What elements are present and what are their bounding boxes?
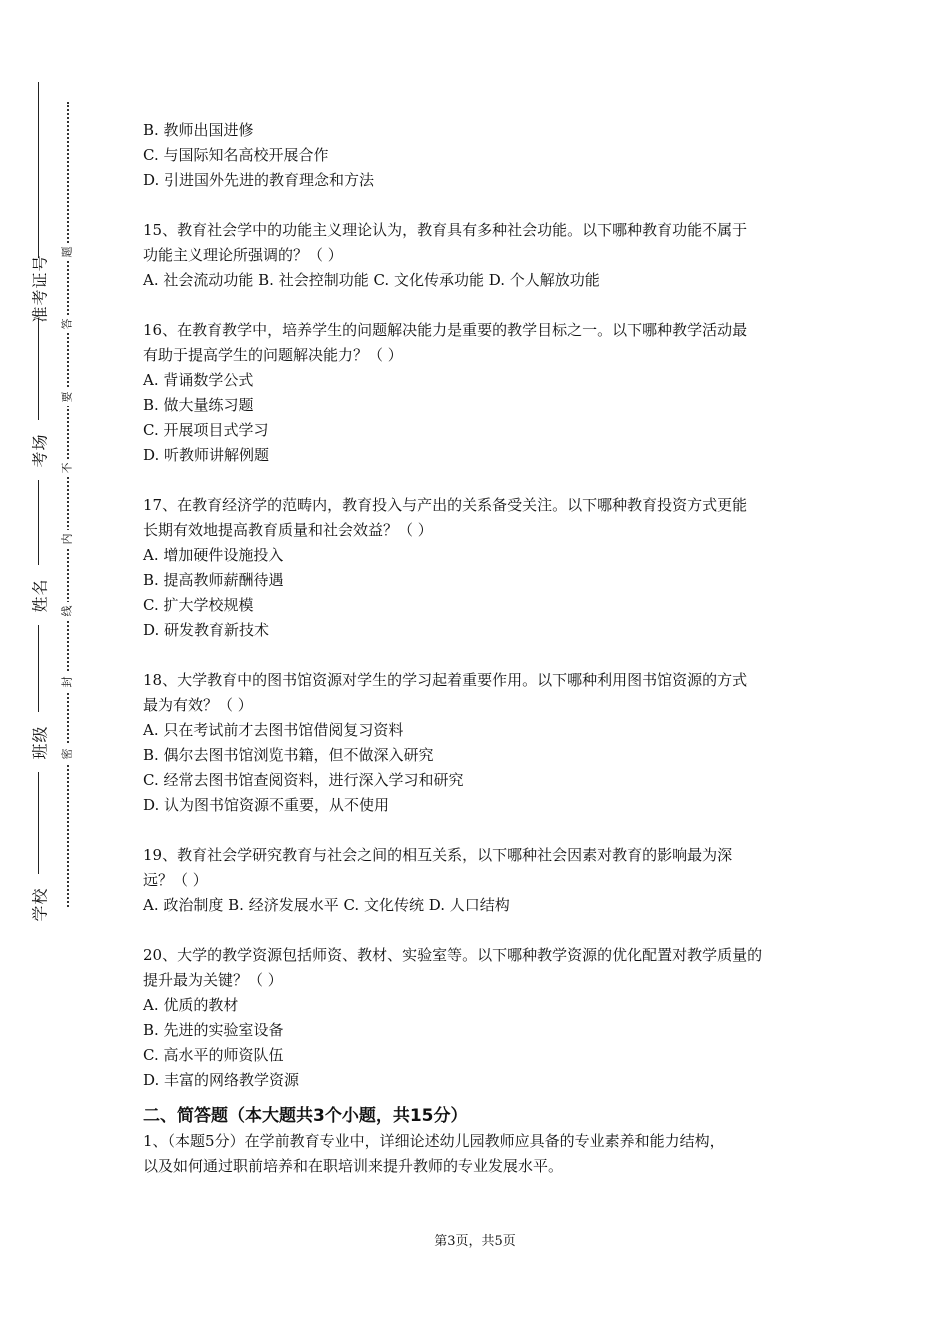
- seal-char: 线: [59, 602, 75, 620]
- seal-char: 题: [59, 243, 75, 261]
- seal-char: 不: [59, 459, 75, 477]
- question-17-stem: 17、在教育经济学的范畴内，教育投入与产出的关系备受关注。以下哪种教育投资方式更能: [143, 496, 748, 514]
- exam-content: [143, 118, 813, 1179]
- seal-char: 要: [59, 388, 75, 406]
- question-20-option-d: D. 丰富的网络教学资源: [143, 1071, 300, 1089]
- section-title: 二、简答题（本大题共3个小题，共15分）: [143, 1106, 468, 1126]
- seal-char: 答: [59, 315, 75, 333]
- question-19-options: A. 政治制度 B. 经济发展水平 C. 文化传统 D. 人口结构: [143, 896, 510, 914]
- question-16-option-a: A. 背诵数学公式: [143, 371, 254, 389]
- question-18-stem: 18、大学教育中的图书馆资源对学生的学习起着重要作用。以下哪种利用图书馆资源的方式: [143, 671, 748, 689]
- prev-option: D. 引进国外先进的教育理念和方法: [143, 171, 375, 189]
- question-17-option-d: D. 研发教育新技术: [143, 621, 270, 639]
- question-16-option-d: D. 听教师讲解例题: [143, 446, 270, 464]
- class-label: 班级: [22, 712, 56, 772]
- question-16-option-b: B. 做大量练习题: [143, 396, 254, 414]
- question-15-options: A. 社会流动功能 B. 社会控制功能 C. 文化传承功能 D. 个人解放功能: [143, 271, 600, 289]
- question-20-option-c: C. 高水平的师资队伍: [143, 1046, 284, 1064]
- question-17-option-c: C. 扩大学校规模: [143, 596, 254, 614]
- question-16-option-c: C. 开展项目式学习: [143, 421, 269, 439]
- exam-room-label: 考场: [22, 420, 56, 480]
- short-answer-1: 以及如何通过职前培养和在职培训来提升教师的专业发展水平。: [143, 1157, 564, 1175]
- page-number: 第3页，共5页: [434, 1234, 516, 1249]
- question-18-option-d: D. 认为图书馆资源不重要，从不使用: [143, 796, 390, 814]
- question-18-option-b: B. 偶尔去图书馆浏览书籍，但不做深入研究: [143, 746, 434, 764]
- seal-dotted-line: [67, 102, 69, 907]
- question-15-stem: 功能主义理论所强调的？（ ）: [143, 246, 343, 264]
- prev-option: B. 教师出国进修: [143, 121, 254, 139]
- question-16-stem: 16、在教育教学中，培养学生的问题解决能力是重要的教学目标之一。以下哪种教学活动最: [143, 321, 748, 339]
- question-18-stem: 最为有效？（ ）: [143, 696, 253, 714]
- question-20-stem: 20、大学的教学资源包括师资、教材、实验室等。以下哪种教学资源的优化配置对教学质量的: [143, 946, 763, 964]
- seal-char: 内: [59, 530, 75, 548]
- question-19-stem: 远？（ ）: [143, 871, 208, 889]
- question-19-stem: 19、教育社会学研究教育与社会之间的相互关系，以下哪种社会因素对教育的影响最为深: [143, 846, 733, 864]
- name-label: 姓名: [22, 565, 56, 625]
- question-17-option-b: B. 提高教师薪酬待遇: [143, 571, 284, 589]
- exam-id-label: 准考证号: [22, 258, 56, 318]
- seal-char: 封: [59, 673, 75, 691]
- prev-option: C. 与国际知名高校开展合作: [143, 146, 329, 164]
- short-answer-1: 1、（本题5分）在学前教育专业中，详细论述幼儿园教师应具备的专业素养和能力结构，: [143, 1132, 725, 1150]
- question-17-stem: 长期有效地提高教育质量和社会效益？（ ）: [143, 521, 433, 539]
- school-label: 学校: [22, 874, 56, 934]
- question-20-option-b: B. 先进的实验室设备: [143, 1021, 284, 1039]
- question-20-option-a: A. 优质的教材: [143, 996, 239, 1014]
- binding-line: [38, 82, 39, 932]
- question-18-option-c: C. 经常去图书馆查阅资料，进行深入学习和研究: [143, 771, 464, 789]
- question-15-stem: 15、教育社会学中的功能主义理论认为，教育具有多种社会功能。以下哪种教育功能不属于: [143, 221, 748, 239]
- question-16-stem: 有助于提高学生的问题解决能力？（ ）: [143, 346, 403, 364]
- question-17-option-a: A. 增加硬件设施投入: [143, 546, 284, 564]
- seal-char: 密: [59, 745, 75, 763]
- question-20-stem: 提升最为关键？（ ）: [143, 971, 283, 989]
- question-18-option-a: A. 只在考试前才去图书馆借阅复习资料: [143, 721, 404, 739]
